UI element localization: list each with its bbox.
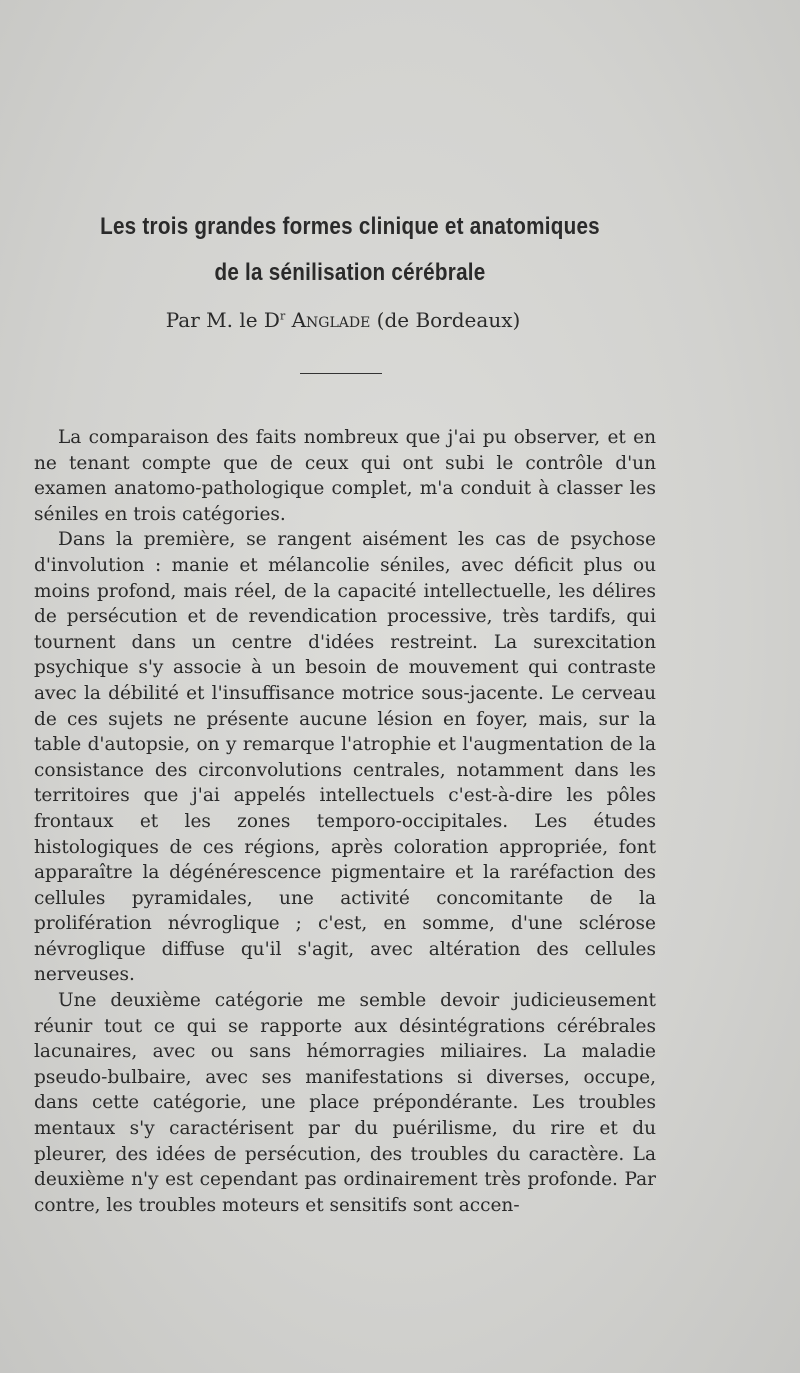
title-line-1: Les trois grandes formes clinique et anatomiques [100, 213, 600, 240]
byline-sup: r [279, 309, 286, 323]
paragraph: Une deuxième catégorie me semble devoir judicieusement réunir tout ce qui se rapporte aux désintégrations cérébrales lacunaires, avec ou sans hémorragies miliaires. La maladie pseudo-bulbaire, avec ses manifestations si diverses, occupe, dans cette catégorie, une place prépondérante. Les troubles mentaux s'y caractérisent par du puérilisme, du rire et du pleurer, des idées de persécution, des troubles du caractère. La deuxième n'y est cependant pas ordinairement très profonde. Par contre, les troubles moteurs et sensitifs sont accen- [34, 990, 656, 1216]
byline-prefix: Par M. le D [165, 308, 280, 332]
title-divider [300, 373, 382, 374]
author-name: Anglade [291, 308, 371, 332]
paragraph: La comparaison des faits nombreux que j'ai pu observer, et en ne tenant compte que de ceux qui ont subi le contrôle d'un examen anatomo-pathologique complet, m'a conduit à classer les séniles en trois catégories. [34, 427, 656, 525]
article-title [49, 204, 651, 296]
title-line-2: de la sénilisation cérébrale [214, 259, 486, 286]
byline-suffix: (de Bordeaux) [376, 308, 521, 332]
author-byline [0, 308, 686, 332]
paragraph: Dans la première, se rangent aisément les cas de psychose d'involution : manie et mélancolie séniles, avec déficit plus ou moins profond, mais réel, de la capacité intellectuelle, les délires de persécution et de revendication processive, très tardifs, qui tournent dans un centre d'idées restreint. La surexcitation psychique s'y associe à un besoin de mouvement qui contraste avec la débilité et l'insuffisance motrice sous-jacente. Le cerveau de ces sujets ne présente aucune lésion en foyer, mais, sur la table d'autopsie, on y remarque l'atrophie et l'augmentation de la consistance des circonvolutions centrales, notamment dans les territoires que j'ai appelés intellectuels c'est-à-dire les pôles frontaux et les zones temporo-occipitales. Les études histologiques de ces régions, après coloration appropriée, font apparaître la dégénérescence pigmentaire et la raréfaction des cellules pyramidales, une activité concomitante de la prolifération névroglique ; c'est, en somme, d'une sclérose névroglique diffuse qu'il s'agit, avec altération des cellules nerveuses. [34, 529, 656, 986]
article-body [34, 425, 656, 1218]
